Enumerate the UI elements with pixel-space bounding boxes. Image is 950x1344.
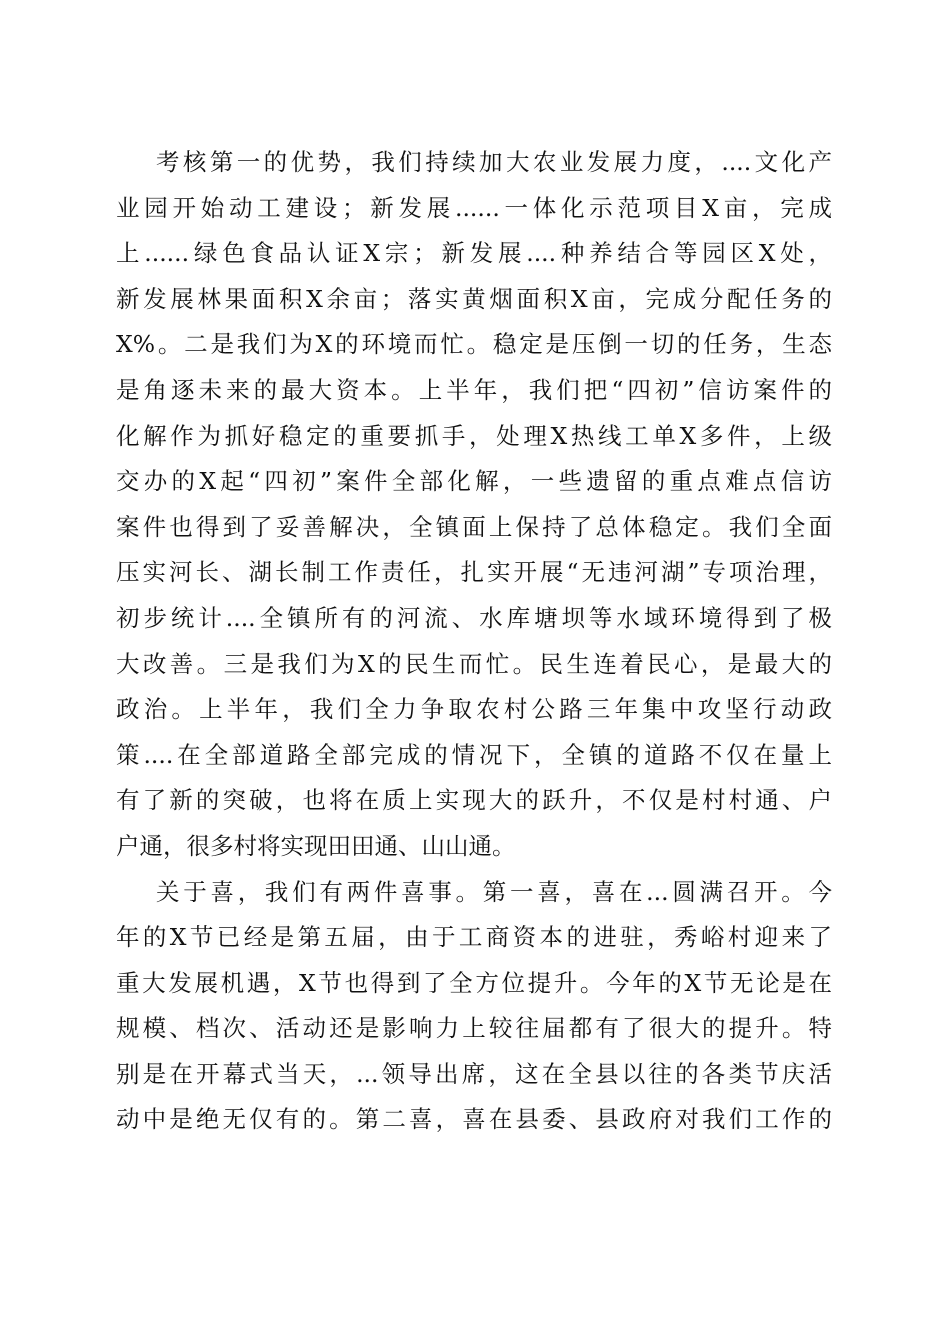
document-body — [116, 140, 832, 1143]
text-line: 动中是绝无仅有的。第二喜，喜在县委、县政府对我们工作的 — [116, 1105, 832, 1134]
text-line: 政治。上半年，我们全力争取农村公路三年集中攻坚行动政 — [116, 695, 832, 724]
text-line: 初步统计....全镇所有的河流、水库塘坝等水域环境得到了极 — [116, 603, 832, 632]
text-line: 年的X节已经是第五届，由于工商资本的进驻，秀峪村迎来了 — [116, 923, 832, 952]
text-line: 策....在全部道路全部完成的情况下，全镇的道路不仅在量上 — [116, 740, 832, 769]
text-line: 考核第一的优势，我们持续加大农业发展力度，....文化产 — [156, 148, 832, 176]
text-line: 交办的X起“四初”案件全部化解，一些遗留的重点难点信访 — [116, 467, 832, 496]
text-line: 是角逐未来的最大资本。上半年，我们把“四初”信访案件的 — [116, 375, 832, 404]
text-line: 业园开始动工建设；新发展......一体化示范项目X亩，完成 — [116, 193, 832, 222]
text-line: 化解作为抓好稳定的重要抓手，处理X热线工单X多件，上级 — [116, 421, 832, 450]
text-line: 重大发展机遇，X节也得到了全方位提升。今年的X节无论是在 — [116, 968, 832, 997]
text-line: 大改善。三是我们为X的民生而忙。民生连着民心，是最大的 — [116, 649, 832, 678]
text-line: X%。二是我们为X的环境而忙。稳定是压倒一切的任务，生态 — [116, 330, 832, 359]
text-line: 有了新的突破，也将在质上实现大的跃升，不仅是村村通、户 — [116, 786, 832, 815]
paragraph-1 — [116, 140, 832, 870]
text-line: 别是在开幕式当天，...领导出席，这在全县以往的各类节庆活 — [116, 1059, 832, 1088]
paragraph-2 — [116, 870, 832, 1144]
text-line: 关于喜，我们有两件喜事。第一喜，喜在...圆满召开。今 — [156, 877, 832, 906]
text-line: 新发展林果面积X余亩；落实黄烟面积X亩，完成分配任务的 — [116, 284, 832, 313]
text-line: 压实河长、湖长制工作责任，扎实开展“无违河湖”专项治理， — [116, 558, 832, 587]
text-line: 案件也得到了妥善解决，全镇面上保持了总体稳定。我们全面 — [116, 512, 832, 541]
text-line: 规模、档次、活动还是影响力上较往届都有了很大的提升。特 — [116, 1014, 832, 1043]
text-line: 户通，很多村将实现田田通、山山通。 — [116, 831, 516, 860]
text-line: 上......绿色食品认证X宗；新发展....种养结合等园区X处， — [116, 239, 832, 268]
